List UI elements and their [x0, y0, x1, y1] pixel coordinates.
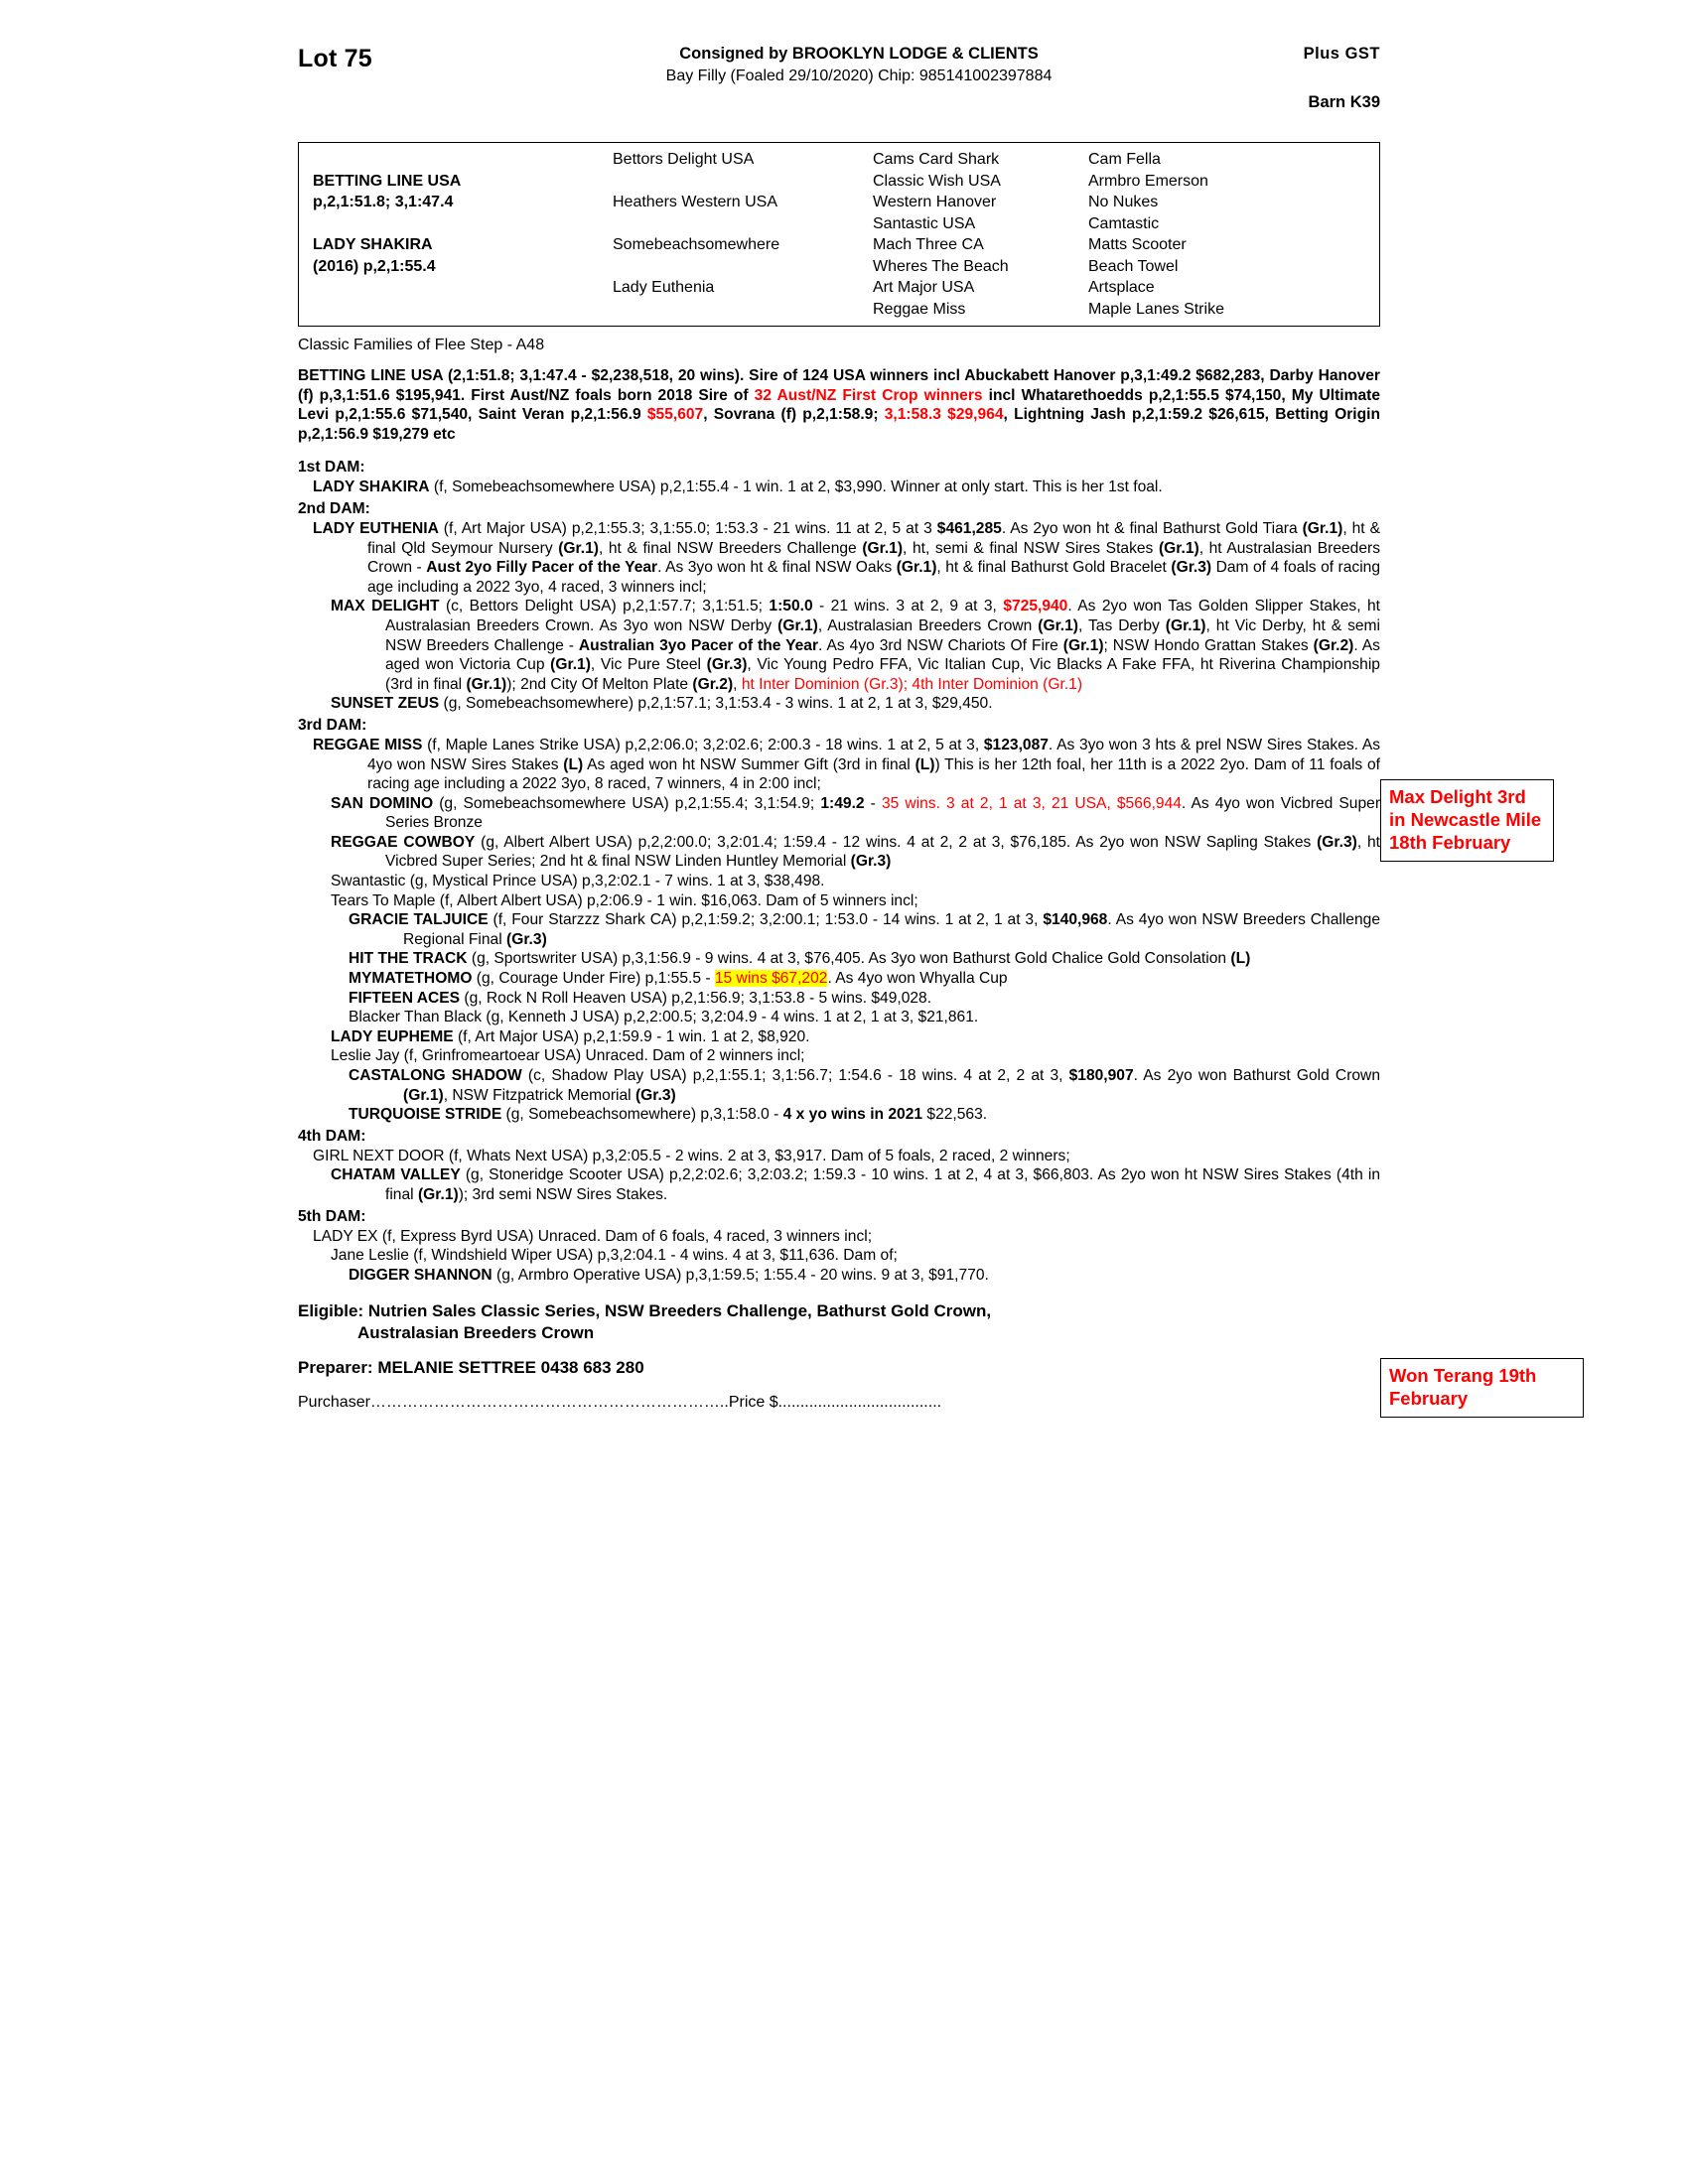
pedigree-cell: Beach Towel [1088, 257, 1179, 275]
t: 15 wins $67,202 [714, 970, 828, 988]
t: ; NSW Hondo Grattan Stakes [1103, 636, 1314, 654]
t: (Gr.3) [1171, 559, 1212, 577]
pedigree-cell: Maple Lanes Strike [1088, 300, 1224, 318]
pedigree-cell: Bettors Delight USA [613, 151, 755, 168]
pedigree-cell [613, 256, 861, 278]
t: (Gr.3) [1317, 833, 1357, 851]
dam-heading-3: 3rd DAM: [298, 716, 367, 734]
entry-name: LADY EUTHENIA [313, 519, 439, 537]
pedigree-col-fourth-gen [1082, 149, 1308, 320]
t: (g, Stoneridge Scooter USA) p,2,2:02.6; 3,2:03.2; 1:59.3 - 10 wins. 1 at 2, 4 at 3, $66,803. As 2yo won ht NSW Sires Stakes (4th in final [385, 1166, 1380, 1203]
entry-name: REGGAE COWBOY [331, 833, 476, 851]
t: , Vic Pure Steel [590, 656, 707, 674]
entry-name: GRACIE TALJUICE [349, 911, 489, 929]
t: , Tas Derby [1078, 616, 1166, 634]
t: $180,907 [1068, 1067, 1134, 1084]
t: (Gr.3) [634, 1086, 676, 1104]
animal-description: Bay Filly (Foaled 29/10/2020) Chip: 985141002397884 [665, 68, 1053, 84]
pedigree-cell: Cams Card Shark [873, 151, 1000, 168]
t: (g, Somebeachsomewhere USA) p,2,1:55.4; 3,1:54.9; [433, 794, 821, 812]
entry-castalong-shadow [344, 1066, 1380, 1105]
t: (f, Art Major USA) p,2,1:55.3; 3,1:55.0; 1:53.3 - 21 wins. 11 at 2, 5 at 3 [438, 519, 937, 537]
header-center [546, 45, 1172, 85]
t: . As 4yo 3rd NSW Chariots Of Fire [818, 636, 1063, 654]
t: . As 2yo won Tas Golden Slipper Stakes, ht Australasian Breeders Crown. As 3yo won NSW Derby [385, 598, 1380, 634]
entry-name: HIT THE TRACK [349, 950, 468, 968]
entry-name: SUNSET ZEUS [331, 695, 440, 713]
page-header [298, 45, 1380, 134]
t: $140,968 [1043, 911, 1108, 929]
eligible-line-2: Australasian Breeders Crown [357, 1323, 595, 1343]
entry-name: FIFTEEN ACES [349, 989, 461, 1007]
pedigree-cell: Wheres The Beach [873, 257, 1009, 275]
pedigree-cell: Heathers Western USA [613, 194, 777, 210]
t: $22,563. [922, 1106, 988, 1124]
t: (g, Rock N Roll Heaven USA) p,2,1:56.9; 3,1:53.8 - 5 wins. $49,028. [460, 989, 932, 1007]
entry-digger-shannon [344, 1266, 1380, 1286]
t: ); 2nd City Of Melton Plate [506, 675, 693, 693]
pedigree-cell: Matts Scooter [1088, 236, 1187, 253]
t: 35 wins. 3 at 2, 1 at 3, 21 USA, $566,944 [881, 794, 1182, 812]
entry-girl-next-door: GIRL NEXT DOOR (f, Whats Next USA) p,3,2:05.5 - 2 wins. 2 at 3, $3,917. Dam of 5 foals, 2 raced, 2 winners; [313, 1147, 1070, 1164]
sire-summary [298, 366, 1380, 444]
t: . As 3yo won 3 hts & prel NSW Sires Stakes. As 4yo won NSW Sires Stakes [367, 736, 1381, 773]
pedigree-cell [613, 171, 861, 193]
t: (Gr.1) [558, 539, 599, 557]
pedigree-cell: LADY SHAKIRA [313, 236, 433, 253]
entry-lady-euthenia [308, 519, 1380, 597]
t: (g, Courage Under Fire) p,1:55.5 - [472, 970, 715, 988]
entry-san-domino [326, 794, 1380, 833]
entry-max-delight [326, 597, 1380, 694]
t: (Gr.1) [896, 559, 937, 577]
t: (Gr.1) [862, 539, 904, 557]
sire-text-2: incl Whatarethoedds p,2,1:55.5 $74,150, My Ultimate Levi p,2,1:55.6 $71,540, Saint Veran p,2,1:56.9 [298, 386, 1380, 424]
t: (Gr.3) [850, 853, 892, 871]
t: , Vic Young Pedro FFA, Vic Italian Cup, Vic Blacks A Fake FFA, ht Riverina Championship (3rd in final [385, 656, 1380, 693]
entry-leslie-jay: Leslie Jay (f, Grinfromeartoear USA) Unraced. Dam of 2 winners incl; [331, 1047, 805, 1065]
eligible-line-1: Eligible: Nutrien Sales Classic Series, NSW Breeders Challenge, Bathurst Gold Crown, [298, 1301, 992, 1321]
t: - [864, 794, 882, 812]
pedigree-cell [613, 213, 861, 235]
t: (f, Four Starzzz Shark CA) p,2,1:59.2; 3,2:00.1; 1:53.0 - 14 wins. 1 at 2, 1 at 3, [488, 911, 1044, 929]
pedigree-col-sire-dam [299, 149, 607, 320]
t: (Gr.2) [692, 675, 734, 693]
t: (c, Shadow Play USA) p,2,1:55.1; 3,1:56.7; 1:54.6 - 18 wins. 4 at 2, 2 at 3, [521, 1067, 1069, 1084]
t: Dam of 4 foals of racing age including a 2022 3yo, 4 raced, 3 winners incl; [367, 559, 1381, 596]
t: (L) [563, 755, 584, 773]
entry-lady-ex: LADY EX (f, Express Byrd USA) Unraced. Dam of 6 foals, 4 raced, 3 winners incl; [313, 1227, 873, 1245]
t: ) This is her 12th foal, her 11th is a 2022 2yo. Dam of 11 foals of racing age including a 2022 3yo, 8 raced, 7 winners, 4 in 2:00 incl; [367, 755, 1380, 793]
header-right [1172, 45, 1380, 112]
entry-name: TURQUOISE STRIDE [349, 1106, 502, 1124]
t: (g, Somebeachsomewhere) p,3,1:58.0 - [501, 1106, 783, 1124]
t: (g, Armbro Operative USA) p,3,1:59.5; 1:55.4 - 20 wins. 9 at 3, $91,770. [492, 1266, 989, 1284]
pedigree-table [298, 142, 1380, 327]
t: . As 4yo won Vicbred Super Series Bronze [385, 794, 1381, 832]
t: $461,285 [936, 519, 1002, 537]
t: - 21 wins. 3 at 2, 9 at 3, [812, 598, 1004, 615]
t: ); 3rd semi NSW Sires Stakes. [458, 1185, 668, 1203]
t: . As 3yo won ht & final NSW Oaks [657, 559, 897, 577]
t: . As 4yo won NSW Breeders Challenge Regional Final [403, 911, 1380, 948]
entry-mymatethomo [344, 969, 1380, 989]
t: , ht Vic Derby, ht & semi NSW Breeders Challenge - [385, 616, 1381, 654]
t: 1:50.0 [769, 598, 813, 615]
t: (f, Maple Lanes Strike USA) p,2,2:06.0; 3,2:02.6; 2:00.3 - 18 wins. 1 at 2, 5 at 3, [422, 736, 984, 753]
t: , ht, semi & final NSW Sires Stakes [903, 539, 1159, 557]
t: As aged won ht NSW Summer Gift (3rd in final [583, 755, 915, 773]
pedigree-cell: Western Hanover [873, 194, 997, 210]
note-max-delight: Max Delight 3rd in Newcastle Mile 18th February [1380, 779, 1554, 862]
entry-turquoise-stride [344, 1105, 1380, 1125]
t: Australian 3yo Pacer of the Year [578, 636, 819, 654]
t: , ht & final Qld Seymour Nursery [367, 519, 1380, 557]
pedigree-cell: BETTING LINE USA [313, 172, 462, 190]
entry-text: (f, Somebeachsomewhere USA) p,2,1:55.4 - 1 win. 1 at 2, $3,990. Winner at only start. This is her 1st foal. [429, 478, 1163, 496]
dam-heading-1: 1st DAM: [298, 459, 365, 477]
entry-lady-shakira [308, 478, 1380, 497]
pedigree-cell: Artsplace [1088, 279, 1155, 296]
sire-red-3: 3,1:58.3 $29,964 [884, 406, 1004, 424]
t: (g, Sportswriter USA) p,3,1:56.9 - 9 wins. 4 at 3, $76,405. As 3yo won Bathurst Gold Chalice Gold Consolation [467, 950, 1231, 968]
pedigree-col-great-grandparents [867, 149, 1082, 320]
t: . As 4yo won Whyalla Cup [827, 970, 1008, 988]
pedigree-col-grandparents [607, 149, 867, 320]
entry-name: CASTALONG SHADOW [349, 1067, 522, 1084]
t: , ht Vicbred Super Series; 2nd ht & final NSW Linden Huntley Memorial [385, 833, 1380, 871]
t: (Gr.1) [1062, 636, 1104, 654]
purchaser-line: Purchaser…………………………………………………………..Price $..................................... [298, 1394, 942, 1412]
t: (f, Art Major USA) p,2,1:59.9 - 1 win. 1 at 2, $8,920. [453, 1027, 810, 1045]
entry-reggae-miss [308, 736, 1380, 794]
t: (L) [914, 755, 935, 773]
pedigree-cell: Art Major USA [873, 279, 975, 296]
entry-name: REGGAE MISS [313, 736, 423, 753]
t: ht Inter Dominion (Gr.3); 4th Inter Dominion (Gr.1) [741, 675, 1083, 693]
entry-blacker-than-black: Blacker Than Black (g, Kenneth J USA) p,2,2:00.5; 3,2:04.9 - 4 wins. 1 at 2, 1 at 3, $21,861. [349, 1009, 979, 1026]
t: . As 2yo won Bathurst Gold Crown [1133, 1067, 1380, 1084]
t: . As 2yo won ht & final Bathurst Gold Tiara [1001, 519, 1303, 537]
pedigree-cell: Cam Fella [1088, 151, 1161, 168]
t: , ht & final NSW Breeders Challenge [598, 539, 863, 557]
consignor-line: Consigned by BROOKLYN LODGE & CLIENTS [679, 45, 1039, 63]
entry-fifteen-aces [344, 989, 1380, 1009]
t: , ht & final Bathurst Gold Bracelet [936, 559, 1172, 577]
entry-name: CHATAM VALLEY [331, 1166, 461, 1184]
t: (c, Bettors Delight USA) p,2,1:57.7; 3,1:51.5; [439, 598, 770, 615]
t: 1:49.2 [820, 794, 865, 812]
pedigree-cell: p,2,1:51.8; 3,1:47.4 [313, 194, 454, 210]
t: , NSW Fitzpatrick Memorial [443, 1086, 635, 1104]
entry-sunset-zeus [326, 694, 1380, 714]
pedigree-cell [313, 149, 601, 171]
pedigree-cell [313, 213, 601, 235]
t: (Gr.3) [506, 930, 547, 948]
t: (Gr.1) [466, 675, 507, 693]
t: (g, Somebeachsomewhere) p,2,1:57.1; 3,1:53.4 - 3 wins. 1 at 2, 1 at 3, $29,450. [439, 695, 993, 713]
sire-red-1: 32 Aust/NZ First Crop winners [754, 386, 983, 404]
sire-text-1: BETTING LINE USA (2,1:51.8; 3,1:47.4 - $2,238,518, 20 wins). Sire of 124 USA winners incl Abuckabett Hanover p,3,1:49.2 $682,283, Darby Hanover (f) p,3,1:51.6 $195,941. First Aust/NZ foals born 2018 Sire of [298, 367, 1380, 404]
pedigree-cell: Camtastic [1088, 214, 1160, 232]
entry-tears-to-maple: Tears To Maple (f, Albert Albert USA) p,2:06.9 - 1 win. $16,063. Dam of 5 winners incl; [331, 891, 918, 909]
t: (g, Albert Albert USA) p,2,2:00.0; 3,2:01.4; 1:59.4 - 12 wins. 4 at 2, 2 at 3, $76,185. As 2yo won NSW Sapling Stakes [475, 833, 1318, 851]
entry-name: DIGGER SHANNON [349, 1266, 492, 1284]
t: , Australasian Breeders Crown [817, 616, 1039, 634]
t: (Gr.1) [1165, 616, 1206, 634]
pedigree-cell: No Nukes [1088, 194, 1159, 210]
eligible-block [298, 1300, 1380, 1344]
preparer-line: Preparer: MELANIE SETTREE 0438 683 280 [298, 1358, 644, 1378]
barn-number: Barn K39 [1308, 93, 1380, 111]
entry-name: MYMATETHOMO [349, 970, 473, 988]
t: (Gr.1) [1302, 519, 1343, 537]
t: Aust 2yo Filly Pacer of the Year [426, 559, 658, 577]
entry-gracie-taljuice [344, 910, 1380, 949]
family-line: Classic Families of Flee Step - A48 [298, 337, 545, 353]
t: (Gr.1) [777, 616, 818, 634]
sire-text-3: , Sovrana (f) p,2,1:58.9; [703, 406, 885, 424]
t: (Gr.1) [417, 1185, 459, 1203]
catalogue-sheet [298, 45, 1380, 1412]
pedigree-cell: Somebeachsomewhere [613, 236, 780, 253]
entry-chatam-valley [326, 1165, 1380, 1204]
t: $123,087 [983, 736, 1049, 753]
t: 4 x yo wins in 2021 [782, 1106, 923, 1124]
entry-swantastic: Swantastic (g, Mystical Prince USA) p,3,2:02.1 - 7 wins. 1 at 3, $38,498. [331, 873, 825, 890]
t: $725,940 [1003, 598, 1068, 615]
pedigree-cell: Classic Wish USA [873, 172, 1001, 190]
entry-jane-leslie: Jane Leslie (f, Windshield Wiper USA) p,3,2:04.1 - 4 wins. 4 at 3, $11,636. Dam of; [331, 1247, 898, 1265]
entry-name: SAN DOMINO [331, 794, 434, 812]
entry-hit-the-track [344, 949, 1380, 969]
entry-name: MAX DELIGHT [331, 598, 440, 615]
pedigree-cell: Armbro Emerson [1088, 172, 1208, 190]
sire-text-4: , Lightning Jash p,2,1:59.2 $26,615, Betting Origin p,2,1:56.9 $19,279 etc [298, 406, 1381, 443]
entry-reggae-cowboy [326, 833, 1380, 872]
lot-number: Lot 75 [298, 45, 372, 72]
gst-note: Plus GST [1303, 45, 1380, 63]
entry-lady-eupheme [326, 1027, 1380, 1047]
sire-red-2: $55,607 [646, 406, 704, 424]
t: (Gr.3) [706, 656, 748, 674]
pedigree-cell: Mach Three CA [873, 236, 984, 253]
entry-name: LADY EUPHEME [331, 1027, 454, 1045]
t: (Gr.1) [403, 1086, 444, 1104]
entry-name: LADY SHAKIRA [313, 478, 430, 496]
t: , ht Australasian Breeders Crown - [367, 539, 1381, 577]
t: (Gr.1) [550, 656, 591, 674]
dam-heading-5: 5th DAM: [298, 1207, 366, 1225]
note-terang: Won Terang 19th February [1380, 1358, 1584, 1418]
t: . As aged won Victoria Cup [385, 636, 1380, 674]
t: (Gr.1) [1158, 539, 1199, 557]
t: , [733, 675, 742, 693]
t: (Gr.1) [1038, 616, 1078, 634]
pedigree-cell: Reggae Miss [873, 300, 966, 318]
t: (L) [1230, 950, 1251, 968]
pedigree-cell: Lady Euthenia [613, 279, 715, 296]
t: (Gr.2) [1313, 636, 1354, 654]
pedigree-cell: (2016) p,2,1:55.4 [313, 257, 436, 275]
pedigree-cell: Santastic USA [873, 214, 976, 232]
dam-heading-2: 2nd DAM: [298, 499, 370, 517]
dam-heading-4: 4th DAM: [298, 1127, 366, 1145]
